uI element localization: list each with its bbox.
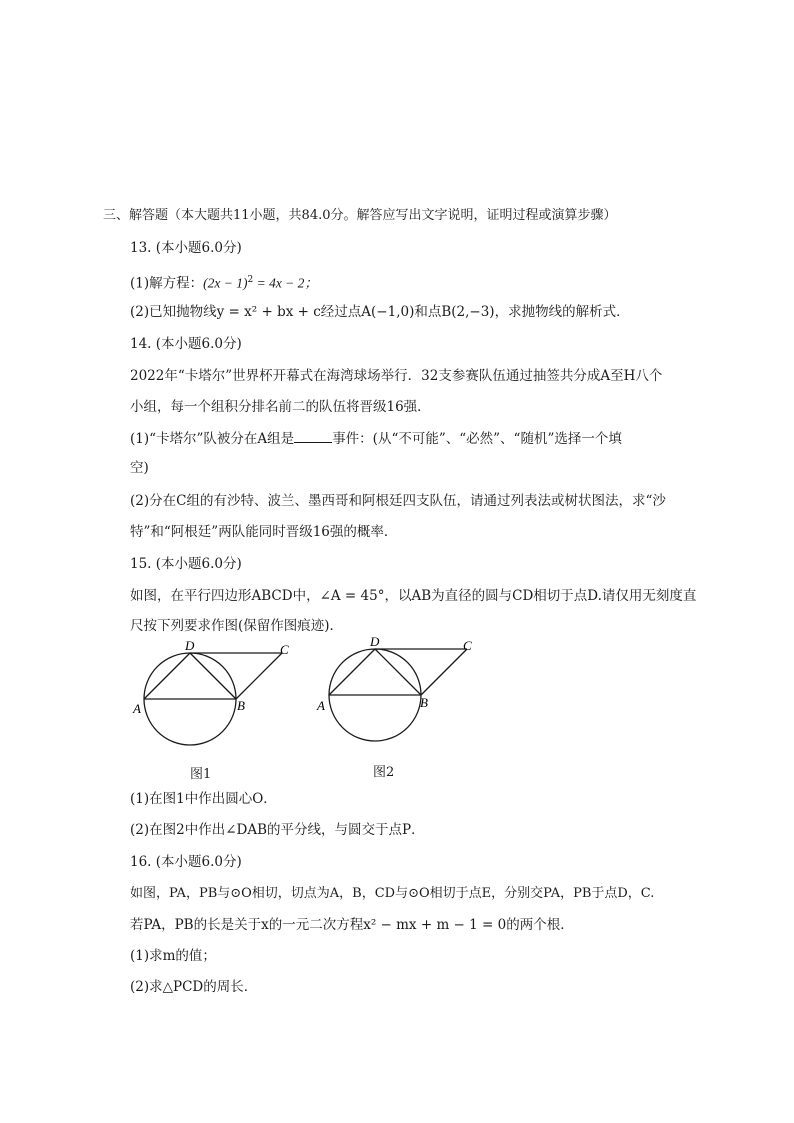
q16-header: 16. (本小题6.0分) [130, 854, 242, 870]
fig1-segment-bc [236, 653, 282, 699]
q13-part1-math: (2x − 1) [203, 275, 248, 291]
q13-header: 13. (本小题6.0分) [130, 240, 242, 256]
q15-line2: 尺按下列要求作图(保留作图痕迹)． [130, 618, 344, 634]
section-heading: 三、解答题（本大题共11小题，共84.0分。解答应写出文字说明，证明过程或演算步骤） [103, 208, 617, 223]
q14-part1-b: 事件：(从“不可能”、“必然”、“随机”选择一个填 [332, 431, 622, 447]
q16-part1: (1)求m的值； [130, 948, 216, 964]
q15-line1: 如图，在平行四边形ABCD中，∠A = 45°，以AB为直径的圆与CD相切于点D.请仅用无刻度直 [130, 588, 697, 604]
q13-part1-math2: = 4x − 2； [253, 275, 318, 291]
q13-part1: (1)解方程：$(2x - 1)^2 = 4x - 2$； [130, 275, 318, 292]
q14-header: 14. (本小题6.0分) [130, 336, 242, 352]
q13-part2: (2)已知抛物线y = x² + bx + c经过点A(−1,0)和点B(2,−3)，求抛物线的解析式． [130, 304, 630, 320]
figure-2-diagram [305, 632, 495, 762]
q16-line1: 如图，PA，PB与⊙O相切，切点为A，B，CD与⊙O相切于点E，分别交PA，PB于点D，C. [130, 886, 655, 901]
fig1-label-a: A [133, 701, 141, 716]
q15-part1: (1)在图1中作出圆心O． [130, 791, 277, 807]
fig2-label-a: A [317, 698, 325, 713]
fig1-label-d: D [185, 638, 195, 653]
q16-line2: 若PA，PB的长是关于x的一元二次方程x² − mx + m − 1 = 0的两个根． [130, 917, 574, 933]
q15-header: 15. (本小题6.0分) [130, 556, 242, 572]
q16-part2: (2)求△PCD的周长． [130, 979, 258, 995]
figure-1-caption: 图1 [190, 767, 212, 782]
q14-part1-a: (1)“卡塔尔”队被分在A组是 [130, 431, 295, 447]
fig2-label-c: C [463, 638, 472, 653]
figure-2-caption: 图2 [373, 765, 395, 780]
q14-part1-c: 空) [130, 460, 149, 476]
fig2-label-d: D [370, 634, 380, 649]
fig1-label-b: B [237, 698, 245, 713]
fig2-segment-bc [421, 649, 467, 695]
q13-part1-prefix: (1)解方程： [130, 275, 204, 292]
q14-part1 [130, 430, 622, 448]
q14-part2-b: 特”和“阿根廷”两队能同时晋级16强的概率． [130, 524, 398, 540]
q14-line2: 小组，每一个组积分排名前二的队伍将晋级16强． [130, 399, 431, 415]
q14-line1: 2022年“卡塔尔”世界杯开幕式在海湾球场举行．32支参赛队伍通过抽签共分成A至H八个 [130, 368, 663, 384]
answer-blank [294, 430, 332, 443]
q15-part2: (2)在图2中作出∠DAB的平分线，与圆交于点P． [130, 822, 425, 838]
fig2-label-b: B [420, 695, 428, 710]
fig1-label-c: C [280, 642, 289, 657]
figure-1-diagram [120, 632, 310, 762]
q14-part2-a: (2)分在C组的有沙特、波兰、墨西哥和阿根廷四支队伍，请通过列表法或树状图法，求“沙 [130, 493, 666, 509]
